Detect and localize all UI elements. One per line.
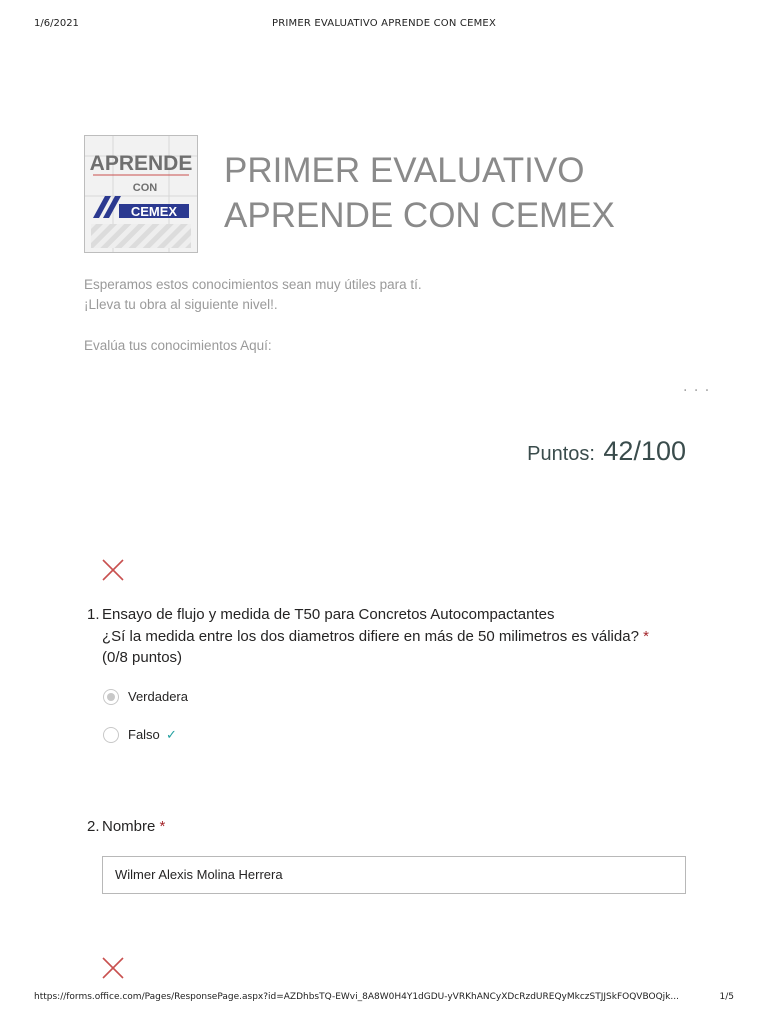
print-footer [0, 992, 768, 1006]
logo-text-cemex: CEMEX [130, 204, 178, 219]
description-line-2: ¡Lleva tu obra al siguiente nivel!. [84, 297, 278, 312]
print-date: 1/6/2021 [34, 18, 79, 29]
score-display [527, 436, 686, 467]
name-answer-field[interactable]: Wilmer Alexis Molina Herrera [102, 856, 686, 894]
x-mark-icon [101, 956, 125, 980]
more-options-icon[interactable]: · · · [683, 383, 711, 399]
score-value: 42/100 [603, 436, 686, 466]
question-1-points: (0/8 puntos) [102, 649, 183, 666]
logo-text-aprende: APRENDE [89, 152, 193, 175]
description-line-3: Evalúa tus conocimientos Aquí: [84, 338, 272, 353]
question-1-line-1: Ensayo de flujo y medida de T50 para Concretos Autocompactantes [102, 606, 555, 623]
required-mark: * [159, 818, 166, 835]
question-1-title [87, 604, 707, 669]
required-mark: * [643, 627, 649, 645]
radio-selected[interactable] [103, 689, 119, 705]
score-label: Puntos: [527, 443, 595, 465]
question-number: 2. [87, 818, 100, 835]
print-url[interactable]: https://forms.office.com/Pages/ResponsePage.aspx?id=AZDhbsTQ-EWvi_8A8W0H4Y1dGDU-yVRKhANCyXDcRzdUREQyMkczSTJJSkFOQVBOQjk... [34, 992, 679, 1002]
option-label: Falso [128, 727, 160, 742]
x-mark-icon [101, 558, 125, 582]
question-1-line-2: ¿Sí la medida entre los dos diametros difiere en más de 50 milimetros es válida? [102, 627, 639, 645]
correct-check-icon: ✓ [166, 727, 177, 742]
option-label: Verdadera [128, 689, 188, 704]
print-header [0, 18, 768, 32]
question-2-title [87, 816, 707, 838]
form-description [84, 275, 684, 356]
description-line-1: Esperamos estos conocimientos sean muy útiles para tí. [84, 277, 422, 292]
form-title-line-1: PRIMER EVALUATIVO [224, 151, 585, 190]
form-title [224, 148, 704, 238]
logo-text-con: CON [132, 182, 158, 194]
form-title-line-2: APRENDE CON CEMEX [224, 196, 615, 235]
question-2-label: Nombre [102, 818, 156, 835]
page-number: 1/5 [719, 992, 734, 1002]
print-title: PRIMER EVALUATIVO APRENDE CON CEMEX [271, 18, 497, 29]
question-number: 1. [87, 606, 100, 623]
radio-unselected[interactable] [103, 727, 119, 743]
aprende-con-cemex-logo [84, 135, 198, 253]
